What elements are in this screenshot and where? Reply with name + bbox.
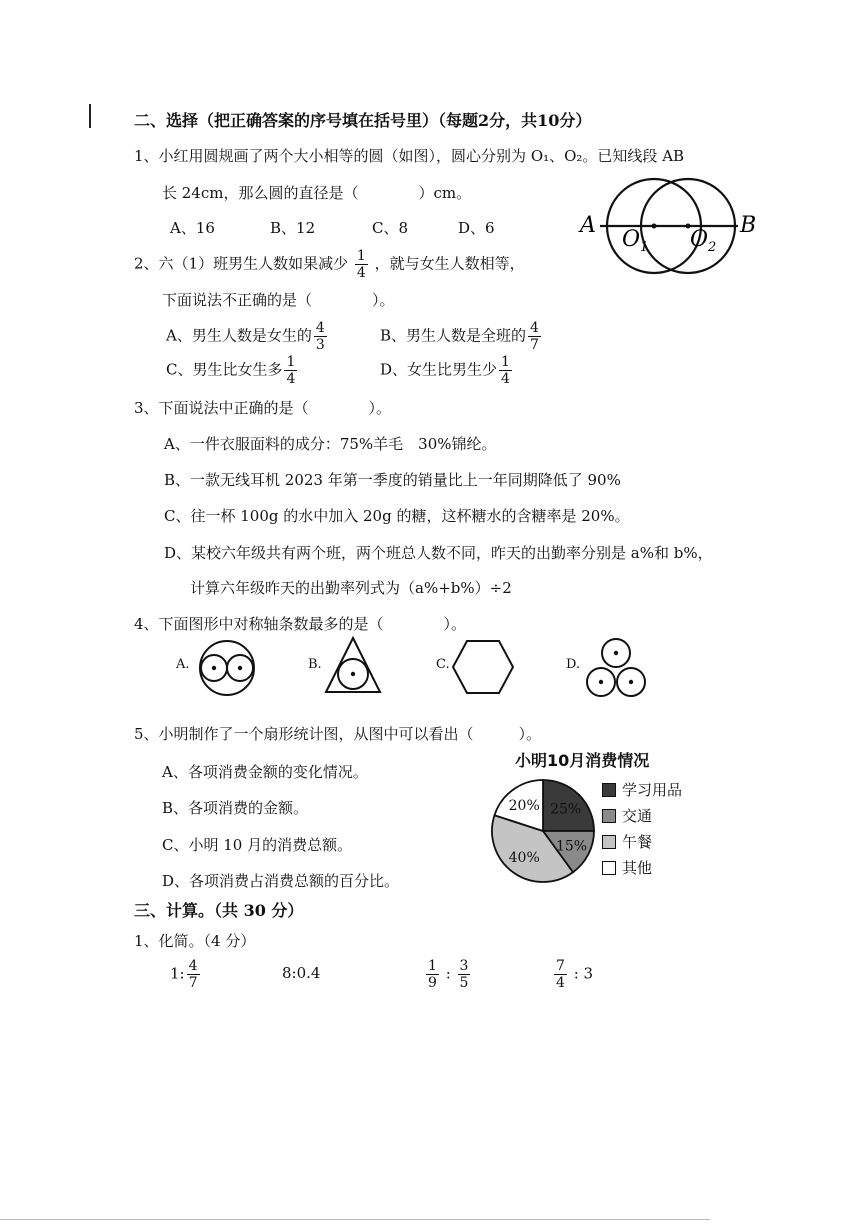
- legend-label: 午餐: [622, 833, 653, 851]
- q3-option-d: D、某校六年级共有两个班，两个班总人数不同，昨天的出勤率分别是 a%和 b%，: [164, 544, 713, 562]
- numerator: 7: [556, 958, 565, 974]
- legend-label: 其他: [622, 859, 653, 877]
- denominator: 4: [356, 265, 366, 281]
- q2-option-c: [166, 354, 299, 387]
- q4-label-d: D.: [566, 657, 581, 672]
- expression-2: 8:0.4: [282, 964, 321, 982]
- legend-swatch: [602, 835, 616, 849]
- expression-4-fraction: [554, 958, 567, 991]
- expression-3-fraction-b: [458, 958, 471, 991]
- q2-option-d-fraction: [499, 354, 512, 387]
- pie-slice-label: 15%: [555, 838, 588, 855]
- numerator: 1: [501, 354, 510, 370]
- pie-slice-label: 25%: [550, 801, 582, 818]
- q5-option-a: A、各项消费金额的变化情况。: [162, 763, 368, 781]
- legend-swatch: [602, 809, 616, 823]
- legend-swatch: [602, 861, 616, 875]
- expression-3-fraction-a: [426, 958, 439, 991]
- legend-swatch: [602, 783, 616, 797]
- q2-option-d: [380, 354, 514, 387]
- expression-4-text: : 3: [573, 964, 594, 983]
- point-o2-subscript: 2: [708, 240, 717, 255]
- q1-option-b: B、12: [270, 219, 316, 237]
- q2-fraction: [355, 248, 368, 281]
- expression-1-text: 1:: [170, 964, 185, 983]
- q1-option-d: D、6: [458, 219, 495, 237]
- q3-option-b: B、一款无线耳机 2023 年第一季度的销量比上一年同期降低了 90%: [164, 471, 621, 489]
- q2-line1-post: ，就与女生人数相等，: [374, 254, 525, 273]
- q1-option-c: C、8: [372, 219, 409, 237]
- denominator: 5: [459, 975, 469, 991]
- expression-1: [170, 958, 202, 991]
- pie-slice-label: 20%: [508, 798, 540, 815]
- expression-1-fraction: [187, 958, 200, 991]
- q1-option-a: A、16: [170, 219, 215, 237]
- numerator: 1: [428, 958, 437, 974]
- q3-option-c: C、往一杯 100g 的水中加入 20g 的糖，这杯糖水的含糖率是 20%。: [164, 507, 630, 525]
- point-a-label: A: [580, 213, 596, 238]
- pie-chart-title: 小明10月消费情况: [515, 751, 650, 770]
- denominator: 9: [428, 975, 437, 991]
- legend-item: [602, 777, 682, 803]
- three-circles-shape: [582, 636, 650, 702]
- pie-chart-legend: [602, 777, 682, 881]
- denominator: 4: [501, 371, 510, 387]
- denominator: 3: [315, 337, 325, 353]
- denominator: 4: [556, 975, 565, 991]
- denominator: 4: [286, 371, 296, 387]
- legend-item: [602, 829, 682, 855]
- q2-line2: 下面说法不正确的是（ ）。: [162, 291, 395, 309]
- q2-option-c-text: C、男生比女生多: [166, 360, 283, 379]
- legend-item: [602, 803, 682, 829]
- q2-option-b-text: B、男生人数是全班的: [380, 326, 527, 345]
- section2-title: 二、选择（把正确答案的序号填在括号里）（每题2分，共10分）: [134, 111, 592, 130]
- q5-option-d: D、各项消费占消费总额的百分比。: [162, 872, 400, 890]
- q3-option-d-line2: 计算六年级昨天的出勤率列式为（a%+b%）÷2: [190, 579, 512, 597]
- q1-line2: 长 24cm，那么圆的直径是（ ）cm。: [162, 184, 472, 202]
- numerator: 4: [530, 320, 539, 336]
- point-o2-label: O: [690, 227, 709, 252]
- ratio-colon: :: [445, 964, 451, 983]
- q3-line1: 3、下面说法中正确的是（ ）。: [134, 399, 392, 417]
- q3-option-a: A、一件衣服面料的成分：75%羊毛 30%锦纶。: [164, 435, 497, 453]
- page-bottom-line: [0, 1219, 710, 1220]
- q5-option-c: C、小明 10 月的消费总额。: [162, 836, 353, 854]
- q1-line1: 1、小红用圆规画了两个大小相等的圆（如图），圆心分别为 O₁、O₂。已知线段 AB: [134, 147, 685, 165]
- margin-mark: [89, 104, 91, 128]
- numerator: 4: [315, 320, 325, 336]
- numerator: 3: [459, 958, 469, 974]
- point-o1-subscript: 1: [640, 240, 649, 255]
- hexagon-shape: [450, 638, 516, 696]
- denominator: 7: [188, 975, 198, 991]
- q5-line1: 5、小明制作了一个扇形统计图，从图中可以看出（ ）。: [134, 725, 542, 743]
- legend-label: 学习用品: [622, 781, 683, 799]
- legend-item: [602, 855, 682, 881]
- q4-label-a: A.: [176, 657, 190, 672]
- q4-label-c: C.: [436, 657, 450, 672]
- section3-q1-title: 1、化简。（4 分）: [134, 932, 256, 950]
- legend-label: 交通: [622, 807, 653, 825]
- point-b-label: B: [740, 213, 757, 238]
- pie-slice-label: 40%: [508, 849, 540, 866]
- pie-chart: [488, 776, 598, 886]
- q2-option-a-fraction: [314, 320, 327, 353]
- q2-option-b: [380, 320, 543, 353]
- section3-title: 三、计算。（共 30 分）: [134, 901, 304, 920]
- q2-line1-pre: 2、六（1）班男生人数如果减少: [134, 254, 349, 273]
- q2-option-b-fraction: [528, 320, 541, 353]
- q2-option-a-text: A、男生人数是女生的: [166, 326, 312, 345]
- q2-option-a: [166, 320, 329, 353]
- q2-option-d-text: D、女生比男生少: [380, 360, 498, 379]
- q2-line1: [134, 248, 525, 281]
- q4-line1: 4、下面图形中对称轴条数最多的是（ ）。: [134, 615, 467, 633]
- denominator: 7: [530, 337, 539, 353]
- q5-option-b: B、各项消费的金额。: [162, 799, 309, 817]
- point-o1-label: O: [622, 227, 641, 252]
- numerator: 1: [356, 248, 366, 264]
- q4-label-b: B.: [308, 657, 322, 672]
- circle-with-two-circles-shape: [196, 638, 258, 698]
- numerator: 1: [286, 354, 296, 370]
- expression-4: [552, 958, 593, 991]
- two-circles-figure: [576, 170, 766, 280]
- triangle-with-circle-shape: [322, 634, 384, 696]
- numerator: 4: [188, 958, 198, 974]
- expression-3: [424, 958, 472, 991]
- q2-option-c-fraction: [284, 354, 297, 387]
